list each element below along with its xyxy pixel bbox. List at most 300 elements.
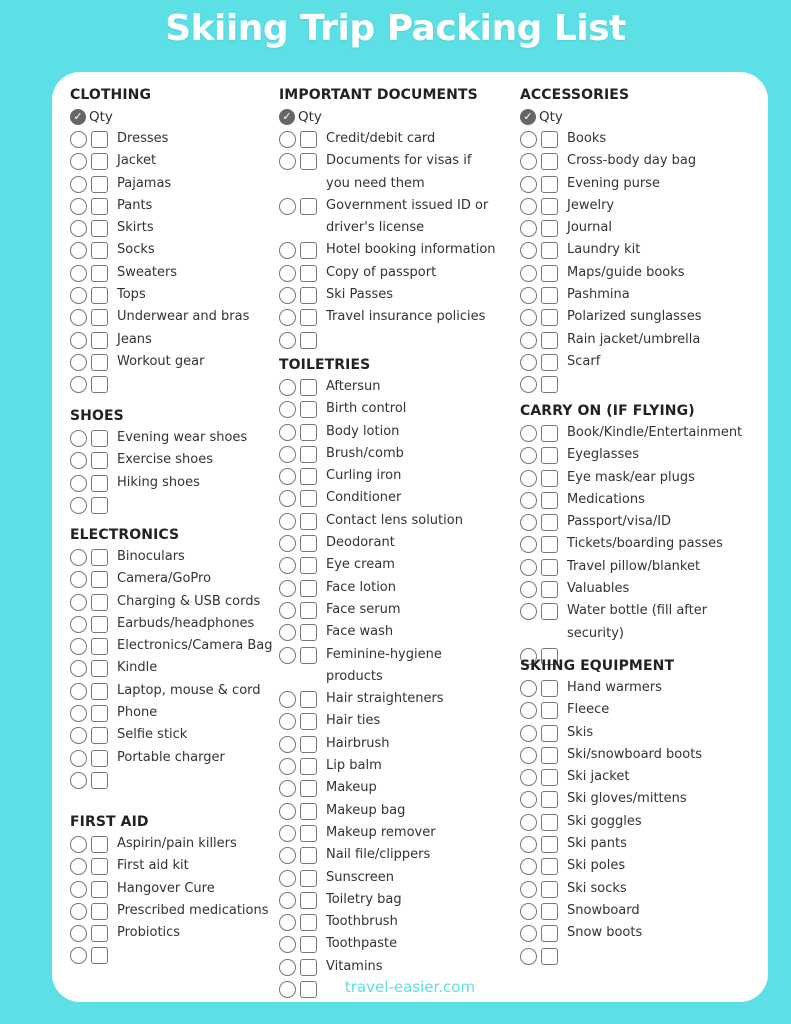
item-checkbox[interactable] [300,535,317,552]
list-item [520,128,701,150]
item-checkbox[interactable] [91,947,108,964]
footer-website[interactable]: travel-easier.com [344,978,476,996]
item-checkbox[interactable] [91,475,108,492]
item-label: Snowboard [567,902,640,918]
qty-circle[interactable] [70,750,87,767]
item-checkbox[interactable] [541,447,558,464]
check-circle-icon: ✓ [520,109,536,125]
qty-circle[interactable] [520,425,537,442]
item-label: Portable charger [117,749,225,765]
qty-circle[interactable] [520,680,537,697]
item-checkbox[interactable] [541,425,558,442]
qty-circle[interactable] [520,747,537,764]
qty-circle[interactable] [70,727,87,744]
list-item [279,844,496,866]
qty-circle[interactable] [279,713,296,730]
list-item [70,747,273,769]
qty-circle[interactable] [279,780,296,797]
item-label: Curling iron [326,468,402,484]
qty-circle[interactable] [520,881,537,898]
qty-circle[interactable] [520,220,537,237]
list-item [520,677,702,699]
qty-circle[interactable] [70,287,87,304]
item-checkbox[interactable] [541,680,558,697]
qty-circle[interactable] [279,557,296,574]
qty-circle[interactable] [520,332,537,349]
list-item [520,373,701,393]
item-checkbox[interactable] [541,858,558,875]
qty-circle[interactable] [520,447,537,464]
item-checkbox[interactable] [300,736,317,753]
item-checkbox[interactable] [300,892,317,909]
item-checkbox[interactable] [300,513,317,530]
qty-circle[interactable] [279,624,296,641]
list-item [70,427,247,449]
item-label: Evening wear shoes [117,430,248,445]
qty-circle[interactable] [520,536,537,553]
item-checkbox[interactable] [300,557,317,574]
qty-circle[interactable] [279,758,296,775]
qty-circle[interactable] [520,265,537,282]
list-item [279,239,496,261]
item-checkbox[interactable] [300,468,317,485]
list-item [520,922,702,944]
item-checkbox[interactable] [541,153,558,170]
qty-circle[interactable] [520,581,537,598]
item-label: Eyeglasses [567,447,640,463]
list-item [70,150,249,172]
list-item [70,944,269,964]
qty-circle[interactable] [520,354,537,371]
item-checkbox[interactable] [541,559,558,576]
item-label: Nail file/clippers [326,847,431,863]
item-checkbox[interactable] [300,870,317,887]
item-checkbox[interactable] [541,265,558,282]
qty-circle[interactable] [70,571,87,588]
list-item [70,173,249,195]
item-checkbox[interactable] [541,814,558,831]
qty-circle[interactable] [70,660,87,677]
qty-circle[interactable] [279,198,296,215]
list-item [520,467,757,489]
qty-circle[interactable] [70,354,87,371]
qty-circle[interactable] [279,803,296,820]
qty-circle[interactable] [70,376,87,393]
item-checkbox[interactable] [300,602,317,619]
qty-circle[interactable] [70,198,87,215]
qty-circle[interactable] [520,492,537,509]
qty-circle[interactable] [520,242,537,259]
qty-circle[interactable] [70,947,87,964]
qty-circle[interactable] [70,881,87,898]
qty-circle[interactable] [70,836,87,853]
list-item [520,422,757,444]
item-checkbox[interactable] [300,131,317,148]
item-checkbox[interactable] [541,536,558,553]
qty-circle[interactable] [70,242,87,259]
qty-circle[interactable] [70,309,87,326]
item-checkbox[interactable] [541,332,558,349]
item-label: Ski socks [567,880,627,896]
item-checkbox[interactable] [91,727,108,744]
list-item [279,733,496,755]
qty-circle[interactable] [520,725,537,742]
qty-circle[interactable] [70,430,87,447]
qty-circle[interactable] [520,376,537,393]
qty-circle[interactable] [520,514,537,531]
qty-circle[interactable] [70,638,87,655]
item-checkbox[interactable] [541,376,558,393]
item-checkbox[interactable] [541,309,558,326]
item-label: Face wash [326,624,394,640]
list-item [70,472,247,494]
section-title: CARRY ON (IF FLYING) [520,403,695,419]
qty-circle[interactable] [279,468,296,485]
list-item [279,867,496,889]
page-title: Skiing Trip Packing List [165,8,626,49]
item-label: Sweaters [117,264,178,280]
item-label: Charging & USB cords [117,593,261,609]
qty-circle[interactable] [70,683,87,700]
item-checkbox[interactable] [300,914,317,931]
item-checkbox[interactable] [541,769,558,786]
list-item [279,755,496,777]
item-checkbox[interactable] [300,825,317,842]
item-list [70,128,249,393]
item-checkbox[interactable] [300,424,317,441]
item-checkbox[interactable] [91,309,108,326]
qty-circle[interactable] [520,702,537,719]
item-label: Passport/visa/ID [567,514,672,530]
section-title: ACCESSORIES [520,87,630,103]
item-label: Copy of passport [326,264,437,280]
item-checkbox[interactable] [91,332,108,349]
list-item [520,284,701,306]
list-item [279,487,496,509]
qty-circle[interactable] [520,948,537,965]
item-checkbox[interactable] [91,571,108,588]
qty-circle[interactable] [279,379,296,396]
qty-circle[interactable] [279,265,296,282]
qty-circle[interactable] [70,265,87,282]
item-checkbox[interactable] [91,616,108,633]
list-item [279,777,496,799]
qty-circle[interactable] [279,870,296,887]
section-accessories [520,84,701,393]
item-label: Conditioner [326,490,402,506]
list-item [279,710,496,732]
qty-label: Qty [89,109,113,125]
item-checkbox[interactable] [300,624,317,641]
qty-circle[interactable] [279,332,296,349]
item-checkbox[interactable] [300,153,317,170]
item-checkbox[interactable] [300,647,317,664]
qty-circle[interactable] [70,131,87,148]
item-checkbox[interactable] [91,881,108,898]
item-label: Makeup [326,780,377,796]
item-checkbox[interactable] [300,758,317,775]
qty-circle[interactable] [279,153,296,170]
item-label: Kindle [117,660,158,676]
item-checkbox[interactable] [541,131,558,148]
qty-circle[interactable] [520,858,537,875]
item-checkbox[interactable] [91,198,108,215]
qty-circle[interactable] [279,736,296,753]
item-checkbox[interactable] [300,691,317,708]
item-checkbox[interactable] [91,131,108,148]
qty-circle[interactable] [279,131,296,148]
list-item [520,262,701,284]
item-checkbox[interactable] [541,925,558,942]
item-checkbox[interactable] [91,287,108,304]
list-item [520,788,702,810]
item-checkbox[interactable] [91,430,108,447]
item-label: Feminine-hygiene products [326,646,442,684]
item-checkbox[interactable] [91,705,108,722]
qty-circle[interactable] [520,470,537,487]
item-checkbox[interactable] [541,198,558,215]
item-checkbox[interactable] [300,780,317,797]
item-label: Tops [117,287,146,303]
qty-circle[interactable] [279,847,296,864]
list-item [520,766,702,788]
qty-circle[interactable] [70,594,87,611]
qty-circle[interactable] [520,287,537,304]
list-item [520,699,702,721]
list-item [70,724,273,746]
list-item [279,800,496,822]
item-checkbox[interactable] [300,847,317,864]
section-title: IMPORTANT DOCUMENTS [279,87,478,103]
item-label: Prescribed medications [117,902,269,918]
item-checkbox[interactable] [91,376,108,393]
qty-circle[interactable] [520,769,537,786]
item-label: Books [567,131,607,146]
qty-circle[interactable] [279,647,296,664]
item-checkbox[interactable] [300,242,317,259]
item-checkbox[interactable] [91,836,108,853]
item-checkbox[interactable] [300,332,317,349]
item-checkbox[interactable] [541,492,558,509]
qty-circle[interactable] [520,176,537,193]
list-item [70,833,269,855]
item-checkbox[interactable] [541,470,558,487]
list-item [279,933,496,955]
item-label: Ski jacket [567,769,630,785]
list-item [70,217,249,239]
item-checkbox[interactable] [91,750,108,767]
qty-circle[interactable] [279,446,296,463]
qty-circle[interactable] [279,513,296,530]
qty-circle[interactable] [70,903,87,920]
item-checkbox[interactable] [91,549,108,566]
list-item [520,722,702,744]
section-first-aid [70,811,269,964]
item-checkbox[interactable] [300,287,317,304]
item-checkbox[interactable] [91,638,108,655]
item-checkbox[interactable] [541,287,558,304]
item-checkbox[interactable] [91,660,108,677]
qty-circle[interactable] [70,332,87,349]
item-label: Credit/debit card [326,131,436,146]
list-item [70,262,249,284]
item-checkbox[interactable] [91,153,108,170]
qty-circle[interactable] [520,603,537,620]
list-item [520,600,757,645]
item-label: Book/Kindle/Entertainment [567,425,743,440]
item-checkbox[interactable] [91,220,108,237]
list-item [70,195,249,217]
qty-circle[interactable] [70,616,87,633]
item-checkbox[interactable] [541,725,558,742]
item-checkbox[interactable] [541,702,558,719]
qty-circle[interactable] [279,242,296,259]
item-checkbox[interactable] [300,490,317,507]
qty-circle[interactable] [520,814,537,831]
qty-circle[interactable] [520,559,537,576]
item-checkbox[interactable] [300,580,317,597]
qty-circle[interactable] [279,309,296,326]
item-checkbox[interactable] [541,176,558,193]
item-checkbox[interactable] [541,836,558,853]
qty-circle[interactable] [279,602,296,619]
list-item [520,578,757,600]
qty-circle[interactable] [520,309,537,326]
item-label: Selfie stick [117,727,188,743]
qty-circle[interactable] [520,791,537,808]
qty-header [279,106,496,128]
item-label: Hairbrush [326,735,390,751]
item-checkbox[interactable] [300,936,317,953]
item-checkbox[interactable] [91,772,108,789]
list-item [520,239,701,261]
item-list [520,677,702,965]
qty-circle[interactable] [520,198,537,215]
item-list [279,376,496,998]
item-checkbox[interactable] [300,713,317,730]
item-label: First aid kit [117,858,189,874]
qty-circle[interactable] [279,580,296,597]
item-label: Hand warmers [567,680,662,695]
item-checkbox[interactable] [541,903,558,920]
item-checkbox[interactable] [300,198,317,215]
item-checkbox[interactable] [91,497,108,514]
item-checkbox[interactable] [91,452,108,469]
item-checkbox[interactable] [91,354,108,371]
qty-circle[interactable] [70,549,87,566]
item-list [70,833,269,964]
qty-circle[interactable] [520,925,537,942]
item-checkbox[interactable] [300,379,317,396]
item-label: Workout gear [117,353,205,369]
item-checkbox[interactable] [300,401,317,418]
qty-circle[interactable] [70,925,87,942]
list-item [279,822,496,844]
section-title: TOILETRIES [279,357,371,373]
qty-circle[interactable] [520,903,537,920]
item-checkbox[interactable] [300,265,317,282]
item-checkbox[interactable] [541,791,558,808]
qty-circle[interactable] [279,892,296,909]
list-item [520,855,702,877]
qty-circle[interactable] [279,936,296,953]
item-checkbox[interactable] [541,242,558,259]
section-title: SHOES [70,408,124,424]
list-item [520,945,702,965]
item-checkbox[interactable] [541,514,558,531]
list-item [520,195,701,217]
item-checkbox[interactable] [300,309,317,326]
qty-circle[interactable] [279,959,296,976]
item-list [520,422,757,665]
qty-circle[interactable] [70,452,87,469]
qty-circle[interactable] [70,475,87,492]
qty-circle[interactable] [520,131,537,148]
qty-circle[interactable] [70,220,87,237]
list-item [279,262,496,284]
item-checkbox[interactable] [91,594,108,611]
qty-circle[interactable] [70,176,87,193]
item-label: Ski/snowboard boots [567,746,703,762]
qty-circle[interactable] [279,401,296,418]
item-checkbox[interactable] [541,220,558,237]
qty-circle[interactable] [279,490,296,507]
section-important-documents [279,84,496,349]
item-checkbox[interactable] [541,354,558,371]
qty-circle[interactable] [70,858,87,875]
list-item [279,465,496,487]
item-checkbox[interactable] [91,242,108,259]
qty-circle[interactable] [70,705,87,722]
qty-circle[interactable] [279,691,296,708]
item-checkbox[interactable] [300,803,317,820]
qty-circle[interactable] [279,825,296,842]
qty-circle[interactable] [70,153,87,170]
item-checkbox[interactable] [541,581,558,598]
item-checkbox[interactable] [300,446,317,463]
item-checkbox[interactable] [91,903,108,920]
item-checkbox[interactable] [541,747,558,764]
item-label: Travel pillow/blanket [567,558,701,574]
item-checkbox[interactable] [300,959,317,976]
qty-circle[interactable] [520,153,537,170]
item-checkbox[interactable] [91,265,108,282]
qty-circle[interactable] [279,287,296,304]
check-circle-icon: ✓ [279,109,295,125]
item-checkbox[interactable] [541,948,558,965]
qty-circle[interactable] [70,497,87,514]
item-checkbox[interactable] [541,603,558,620]
item-checkbox[interactable] [91,925,108,942]
section-shoes [70,405,247,514]
list-item [279,398,496,420]
qty-circle[interactable] [279,535,296,552]
item-label: Ski poles [567,858,626,874]
item-checkbox[interactable] [91,683,108,700]
item-label: Exercise shoes [117,452,213,468]
item-label: Aspirin/pain killers [117,836,237,851]
qty-circle[interactable] [70,772,87,789]
item-checkbox[interactable] [91,176,108,193]
item-label: Maps/guide books [567,264,685,280]
item-checkbox[interactable] [91,858,108,875]
qty-circle[interactable] [520,836,537,853]
qty-circle[interactable] [279,914,296,931]
item-label: Eye mask/ear plugs [567,469,695,485]
list-item [520,811,702,833]
item-checkbox[interactable] [541,881,558,898]
qty-circle[interactable] [279,424,296,441]
